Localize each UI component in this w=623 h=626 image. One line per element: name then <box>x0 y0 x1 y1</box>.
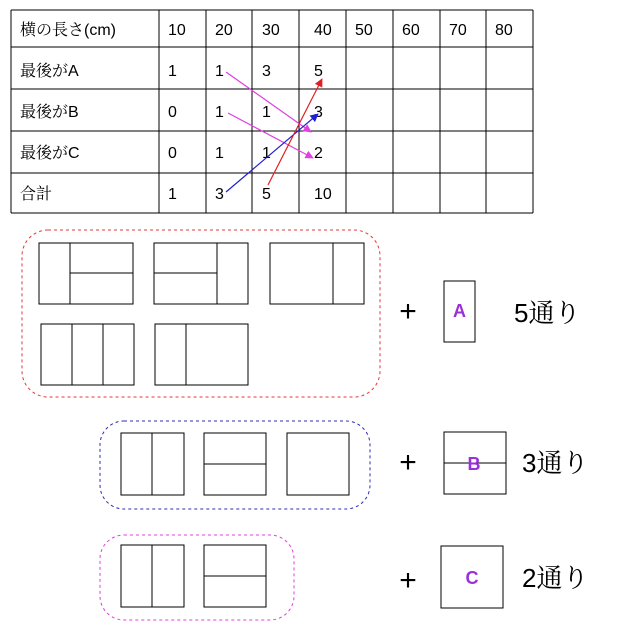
table-header-cell: 30 <box>262 22 280 39</box>
table-cell: 2 <box>314 145 323 162</box>
table-cell: 1 <box>262 145 271 162</box>
table-header-cell: 40 <box>314 22 332 39</box>
table-cell: 3 <box>262 63 271 80</box>
table-cell: 1 <box>168 63 177 80</box>
table-cell: 1 <box>168 186 177 203</box>
group-c-pattern-1 <box>121 545 184 607</box>
group-c-pattern-2 <box>204 545 266 607</box>
table-header-label: 横の長さ(cm) <box>20 22 116 39</box>
table-row-label: 合計 <box>20 186 53 203</box>
group-a <box>22 230 580 397</box>
group-c-count: 2通り <box>522 563 589 593</box>
table-cell: 0 <box>168 145 177 162</box>
group-b-pattern-1 <box>121 433 184 495</box>
group-a-pattern-3 <box>270 243 364 304</box>
table-row-label: 最後がA <box>20 63 79 80</box>
table-cell: 10 <box>314 186 332 203</box>
group-a-pattern-1 <box>39 243 133 304</box>
group-b-dashed-border <box>100 421 370 509</box>
group-a-pattern-5 <box>155 324 248 385</box>
table-cell: 1 <box>215 104 224 121</box>
table-arrows <box>226 72 322 192</box>
table-cell: 1 <box>215 145 224 162</box>
group-b <box>100 421 588 509</box>
table-header-cell: 20 <box>215 22 233 39</box>
group-b-pattern-3 <box>287 433 349 495</box>
group-b-plus: + <box>399 446 417 479</box>
table-header-cell: 10 <box>168 22 186 39</box>
arrow-magenta-row1 <box>226 72 311 132</box>
group-b-pattern-2 <box>204 433 266 495</box>
group-a-dashed-border <box>22 230 380 397</box>
group-a-plus: + <box>399 295 417 328</box>
table-cell: 1 <box>262 104 271 121</box>
group-c <box>100 535 588 620</box>
table-row-label: 最後がC <box>20 145 80 162</box>
table-cell: 1 <box>215 63 224 80</box>
group-a-pattern-2 <box>154 243 248 304</box>
table-header-cell: 80 <box>495 22 513 39</box>
group-c-plus: + <box>399 564 417 597</box>
group-b-count: 3通り <box>522 448 589 478</box>
tile-a-label: A <box>453 301 466 321</box>
table-cell: 3 <box>215 186 224 203</box>
table-header-cell: 60 <box>402 22 420 39</box>
table-cell: 0 <box>168 104 177 121</box>
table-cell: 5 <box>262 186 271 203</box>
count-table <box>11 10 533 213</box>
group-a-count: 5通り <box>514 298 581 328</box>
tile-b-label: B <box>467 454 481 474</box>
group-a-pattern-4 <box>41 324 134 385</box>
table-header-cell: 70 <box>449 22 467 39</box>
table-header-cell: 50 <box>355 22 373 39</box>
table-cell: 3 <box>314 104 323 121</box>
arrow-red-total <box>268 79 322 185</box>
table-row-label: 最後がB <box>20 104 79 121</box>
tile-c-label: C <box>465 568 479 588</box>
table-cell: 5 <box>314 63 323 80</box>
